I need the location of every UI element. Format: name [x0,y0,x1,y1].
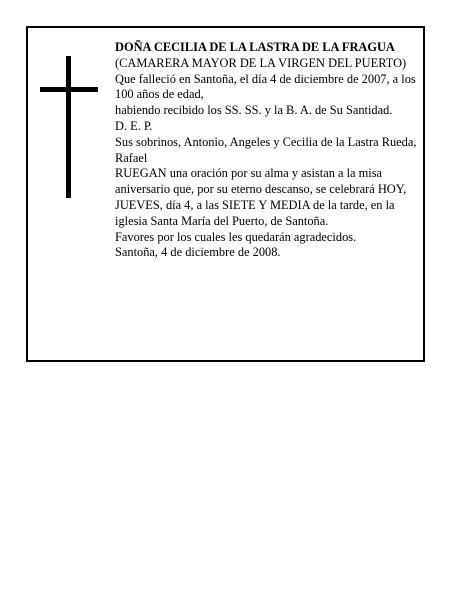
sacraments-line: habiendo recibido los SS. SS. y la B. A. de Su Santidad. [115,103,393,118]
deceased-name: DOÑA CECILIA DE LA LASTRA DE LA FRAGUA [115,40,395,54]
obituary-notice [26,26,425,362]
cross-icon [40,56,98,198]
mass-request: RUEGAN una oración por su alma y asistan a la misa aniversario que, por su eterno descanso, se celebrará HOY, JUEVES, día 4, a las SIETE Y MEDIA de la tarde, en la iglesia Santa María del Puerto, de Santoña. [115,166,407,228]
notice-text [115,40,420,261]
death-info: Que falleció en Santoña, el día 4 de diciembre de 2007, a los 100 años de edad, [115,71,416,102]
place-date: Santoña, 4 de diciembre de 2008. [115,245,281,260]
family-members: Sus sobrinos, Antonio, Angeles y Cecilia de la Lastra Rueda, Rafael [115,134,417,165]
cross-vertical-bar [66,56,71,198]
cross-horizontal-bar [40,87,98,92]
thanks-line: Favores por los cuales les quedarán agradecidos. [115,229,357,244]
honorary-title: (CAMARERA MAYOR DE LA VIRGEN DEL PUERTO) [115,55,407,70]
rip-line: D. E. P. [115,118,153,133]
